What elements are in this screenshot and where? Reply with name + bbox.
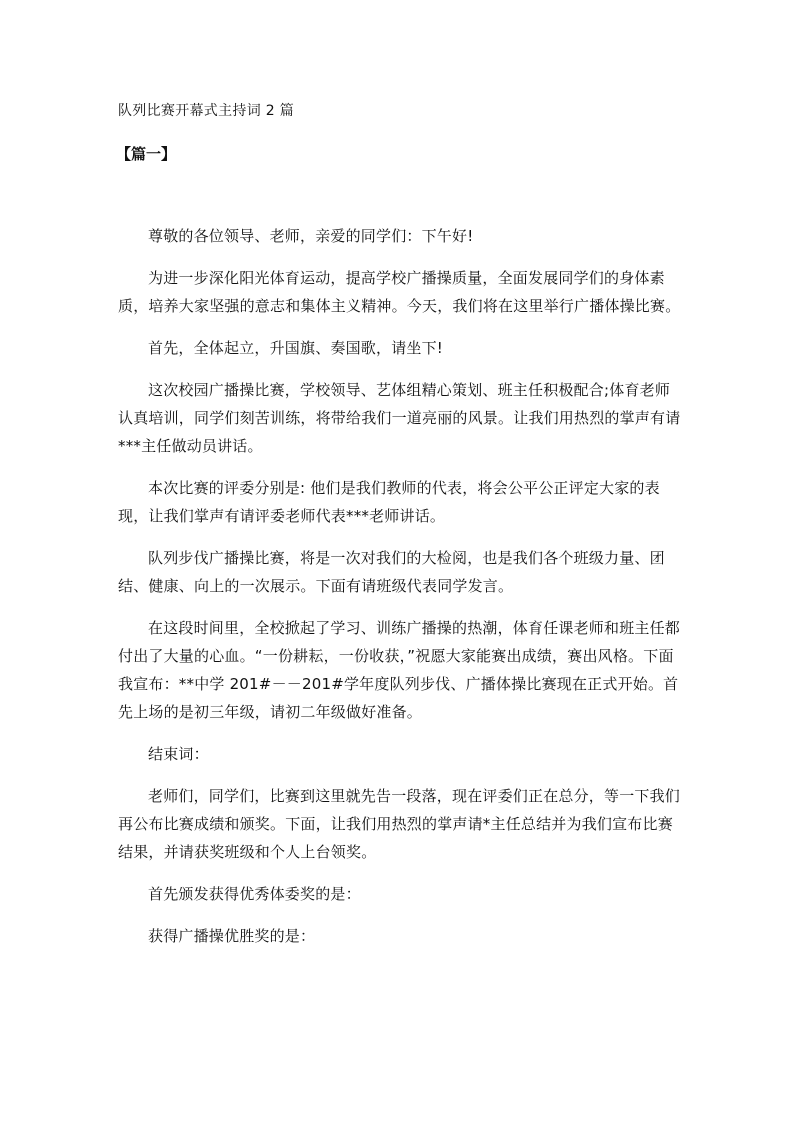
paragraph-opening: 在这段时间里，全校掀起了学习、训练广播操的热潮，体育任课老师和班主任都付出了大量的心血。“一份耕耘，一份收获，”祝愿大家能赛出成绩，赛出风格。下面我宣布：**中学 201#－－201#学年度队列步伐、广播体操比赛现在正式开始。首先上场的是初三年级，请初二年级做好准备。 — [118, 619, 681, 721]
document-title: 队列比赛开幕式主持词 2 篇 — [118, 103, 295, 119]
paragraph-greeting: 尊敬的各位领导、老师，亲爱的同学们：下午好! — [148, 227, 474, 245]
paragraph-flag-ceremony: 首先，全体起立，升国旗、奏国歌，请坐下! — [148, 339, 444, 357]
section-heading: 【篇一】 — [116, 145, 177, 163]
paragraph-review: 队列步伐广播操比赛，将是一次对我们的大检阅，也是我们各个班级力量、团结、健康、向上的一次展示。下面有请班级代表同学发言。 — [118, 549, 665, 595]
paragraph-closing-heading: 结束词： — [148, 745, 209, 763]
paragraph-judges: 本次比赛的评委分别是: 他们是我们教师的代表，将会公平公正评定大家的表现，让我们掌声有请评委老师代表***老师讲话。 — [118, 479, 660, 525]
paragraph-preparation: 这次校园广播操比赛，学校领导、艺体组精心策划、班主任积极配合;体育老师认真培训，同学们刻苦训练，将带给我们一道亮丽的风景。让我们用热烈的掌声有请***主任做动员讲话。 — [118, 381, 681, 455]
paragraph-award-sports-committee: 首先颁发获得优秀体委奖的是： — [148, 885, 361, 903]
paragraph-award-winners: 获得广播操优胜奖的是： — [148, 927, 316, 945]
paragraph-purpose: 为进一步深化阳光体育运动，提高学校广播操质量，全面发展同学们的身体素质，培养大家坚强的意志和集体主义精神。今天，我们将在这里举行广播体操比赛。 — [118, 269, 681, 315]
paragraph-closing: 老师们，同学们，比赛到这里就先告一段落，现在评委们正在总分，等一下我们再公布比赛成绩和颁奖。下面，让我们用热烈的掌声请*主任总结并为我们宣布比赛结果，并请获奖班级和个人上台领奖。 — [118, 787, 681, 861]
document-body — [118, 222, 684, 964]
